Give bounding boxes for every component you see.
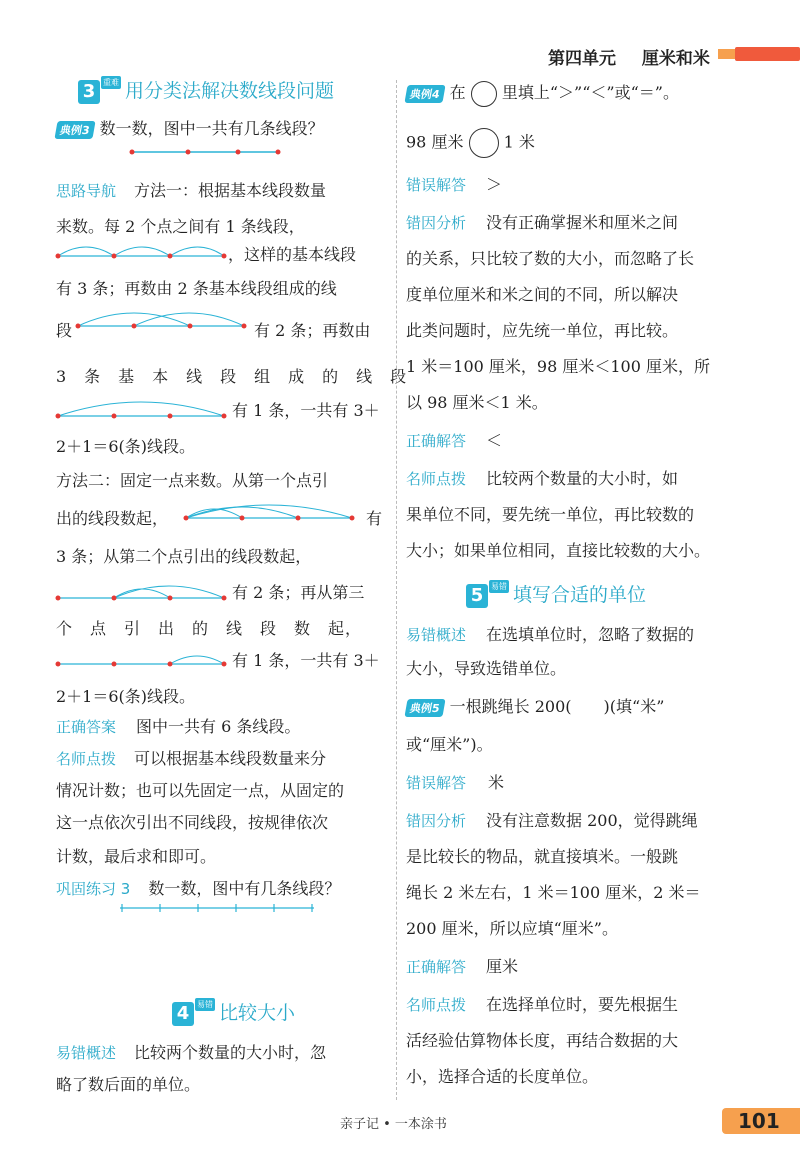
- tip-text: 可以根据基本线段数量来分: [134, 749, 327, 768]
- section-3-heading: [78, 76, 334, 104]
- thinking-line-11: 出的线段数起，: [56, 509, 169, 528]
- correct-text: ＜: [486, 431, 503, 450]
- figure-point: [222, 254, 227, 259]
- ex4-tip-line-3: 大小；如果单位相同，直接比较数的大小。: [406, 541, 711, 560]
- example-3-question: [56, 116, 324, 139]
- thinking-line-9: 2＋1＝6(条)线段。: [56, 437, 196, 456]
- thinking-line-5: 段: [56, 321, 73, 340]
- correct-key: 正确答案: [56, 718, 117, 736]
- section-number: 3: [78, 80, 100, 104]
- figure-point: [188, 324, 193, 329]
- figure-point: [184, 516, 189, 521]
- section-tag: 易错: [491, 582, 507, 591]
- thinking-text: 方法一：根据基本线段数量: [134, 181, 327, 200]
- figure-point: [222, 596, 227, 601]
- figure-point: [276, 150, 281, 155]
- cause-text: 没有注意数据 200，觉得跳绳: [486, 811, 698, 830]
- ex5-tip-line-3: 小，选择合适的长度单位。: [406, 1067, 599, 1086]
- correct-text: 图中一共有 6 条线段。: [136, 717, 301, 736]
- cause-text: 没有正确掌握米和厘米之间: [486, 213, 679, 232]
- figure-point: [168, 596, 173, 601]
- figure-point: [240, 516, 245, 521]
- point-one-figure: [184, 492, 364, 522]
- left-mistake-line-2: 略了数后面的单位。: [56, 1075, 201, 1094]
- ex4-cause-line-3: 度单位厘米和米之间的不同，所以解决: [406, 285, 679, 304]
- figure-point: [112, 414, 117, 419]
- example-5-question: [406, 694, 664, 717]
- tip-text: 在选择单位时，要先根据生: [486, 995, 679, 1014]
- figure-point: [56, 414, 61, 419]
- ex5-cause-line-3: 绳长 2 米左右，1 米＝100 厘米，2 米＝: [406, 883, 701, 902]
- figure-point: [168, 662, 173, 667]
- thinking-line-3: ，这样的基本线段: [228, 245, 357, 264]
- ex5-cause-line-2: 是比较长的物品，就直接填米。一般跳: [406, 847, 679, 866]
- figure-point: [222, 662, 227, 667]
- figure-point: [168, 414, 173, 419]
- figure-point: [112, 662, 117, 667]
- section-tag: 易错: [197, 1000, 213, 1009]
- example-5-question-2: 或“厘米”)。: [406, 735, 493, 754]
- question-pre: 在: [449, 83, 466, 102]
- question-post: 里填上“＞”“＜”或“＝”。: [501, 83, 679, 102]
- practice-3: [56, 876, 340, 899]
- figure-point: [236, 150, 241, 155]
- answer-circle: [469, 128, 499, 158]
- mistake-text: 比较两个数量的大小时，忽: [134, 1043, 327, 1062]
- thinking-line-12: 有: [366, 509, 383, 528]
- wrong-text: ＞: [486, 175, 503, 194]
- chapter-label: 厘米和米: [641, 49, 710, 69]
- unit-title: [548, 44, 718, 69]
- practice-text: 数一数，图中有几条线段？: [148, 879, 341, 898]
- example-4-item: [406, 128, 535, 158]
- thinking-line-7: 3 条 基 本 线 段 组 成 的 线 段: [56, 367, 408, 386]
- figure-point: [222, 414, 227, 419]
- left-tip-line-4: 计数，最后求和即可。: [56, 847, 217, 866]
- tip-key: 名师点拨: [406, 996, 467, 1014]
- ex5-cause-line-1: [406, 808, 698, 831]
- mistake-key: 易错概述: [56, 1044, 117, 1062]
- cause-key: 错因分析: [406, 812, 467, 830]
- left-correct-answer: [56, 714, 300, 737]
- figure-arc: [170, 247, 224, 256]
- figure-arc: [170, 656, 224, 664]
- section-number: 4: [172, 1002, 194, 1026]
- page-number: 101: [722, 1108, 800, 1134]
- two-segments-figure: [76, 300, 256, 330]
- thinking-line-16: 有 1 条，一共有 3＋: [232, 651, 380, 670]
- ex4-cause-line-4: 此类问题时，应先统一单位，再比较。: [406, 321, 679, 340]
- figure-point: [296, 516, 301, 521]
- figure-point: [56, 254, 61, 259]
- left-tip-line-1: [56, 746, 326, 769]
- left-mistake-line-1: [56, 1040, 326, 1063]
- thinking-line-13: 3 条；从第二个点引出的线段数起，: [56, 547, 312, 566]
- wrong-text: 米: [488, 773, 505, 792]
- practice-3-figure: [120, 902, 320, 914]
- figure-arc: [58, 402, 224, 416]
- thinking-line-2: 来数。每 2 个点之间有 1 条线段，: [56, 217, 305, 236]
- example-badge: 典例3: [54, 121, 95, 139]
- thinking-line-14: 有 2 条；再从第三: [232, 583, 365, 602]
- section-5-heading: [466, 580, 646, 608]
- correct-text: 厘米: [486, 957, 519, 976]
- ex5-cause-line-4: 200 厘米，所以应填“厘米”。: [406, 919, 618, 938]
- tip-text: 比较两个数量的大小时，如: [486, 469, 679, 488]
- point-three-figure: [56, 642, 236, 672]
- blank-circle: [471, 81, 497, 107]
- example-badge: 典例4: [404, 85, 445, 103]
- item-left: 98 厘米: [406, 132, 464, 152]
- ex4-cause-line-2: 的关系，只比较了数的大小，而忽略了长: [406, 249, 695, 268]
- section-4-heading: [172, 998, 295, 1026]
- item-right: 1 米: [503, 132, 535, 152]
- figure-point: [168, 254, 173, 259]
- figure-arc: [114, 247, 170, 256]
- section-title: 用分类法解决数线段问题: [125, 80, 335, 102]
- ex4-cause-line-6: 以 98 厘米＜1 米。: [406, 393, 548, 412]
- figure-point: [112, 254, 117, 259]
- ex4-correct-answer: [406, 428, 502, 451]
- section-number: 5: [466, 584, 488, 608]
- section-title: 填写合适的单位: [513, 584, 647, 606]
- figure-point: [242, 324, 247, 329]
- figure-point: [186, 150, 191, 155]
- tip-key: 名师点拨: [406, 470, 467, 488]
- question-text: 数一数，图中一共有几条线段？: [99, 119, 324, 138]
- footer-text: 亲子记 • 一本涂书: [340, 1117, 447, 1132]
- figure-point: [56, 662, 61, 667]
- point-two-figure: [56, 572, 236, 602]
- thinking-line-15: 个 点 引 出 的 线 段 数 起，: [56, 619, 363, 638]
- figure-point: [76, 324, 81, 329]
- ex4-wrong-answer: [406, 172, 502, 195]
- thinking-line-17: 2＋1＝6(条)线段。: [56, 687, 196, 706]
- left-tip-line-3: 这一点依次引出不同线段，按规律依次: [56, 813, 329, 832]
- correct-key: 正确解答: [406, 432, 467, 450]
- column-divider: [396, 80, 397, 1100]
- correct-key: 正确解答: [406, 958, 467, 976]
- thinking-line-10: 方法二：固定一点来数。从第一个点引: [56, 471, 329, 490]
- section-tag: 重难: [103, 78, 119, 87]
- example-3-figure: [130, 146, 290, 158]
- ex5-mistake-line-1: [406, 622, 694, 645]
- example-4-question: [406, 80, 679, 107]
- question-text: 一根跳绳长 200( )(填“米”: [449, 697, 665, 716]
- ex5-wrong-answer: [406, 770, 504, 793]
- wrong-key: 错误解答: [406, 176, 467, 194]
- figure-point: [350, 516, 355, 521]
- three-segments-figure: [56, 390, 236, 420]
- left-tip-line-2: 情况计数；也可以先固定一点，从固定的: [56, 781, 345, 800]
- ex4-cause-line-5: 1 米＝100 厘米，98 厘米＜100 厘米，所: [406, 357, 710, 376]
- thinking-line-6: 有 2 条；再数由: [254, 321, 371, 340]
- tip-key: 名师点拨: [56, 750, 117, 768]
- figure-point: [132, 324, 137, 329]
- ex5-tip-line-1: [406, 992, 678, 1015]
- ex4-cause-line-1: [406, 210, 678, 233]
- thinking-key: 思路导航: [56, 182, 117, 200]
- thinking-line-8: 有 1 条，一共有 3＋: [232, 401, 380, 420]
- figure-arc: [186, 505, 352, 518]
- thinking-line-4: 有 3 条；再数由 2 条基本线段组成的线: [56, 279, 337, 298]
- ex5-correct-answer: [406, 954, 518, 977]
- thinking-line-1: [56, 178, 326, 201]
- cause-key: 错因分析: [406, 214, 467, 232]
- section-title: 比较大小: [219, 1002, 296, 1024]
- figure-point: [56, 596, 61, 601]
- wrong-key: 错误解答: [406, 774, 467, 792]
- ex4-tip-line-2: 果单位不同，要先统一单位，再比较数的: [406, 505, 695, 524]
- basic-segments-figure: [56, 238, 236, 260]
- example-badge: 典例5: [404, 699, 445, 717]
- figure-arc: [58, 247, 114, 256]
- ex5-mistake-line-2: 大小，导致选错单位。: [406, 659, 567, 678]
- ex5-tip-line-2: 活经验估算物体长度，再结合数据的大: [406, 1031, 679, 1050]
- figure-point: [112, 596, 117, 601]
- practice-key: 巩固练习 3: [56, 880, 131, 898]
- unit-label: 第四单元: [548, 49, 616, 69]
- mistake-text: 在选填单位时，忽略了数据的: [486, 625, 695, 644]
- mistake-key: 易错概述: [406, 626, 467, 644]
- figure-arc: [114, 589, 170, 598]
- figure-point: [130, 150, 135, 155]
- ex4-tip-line-1: [406, 466, 678, 489]
